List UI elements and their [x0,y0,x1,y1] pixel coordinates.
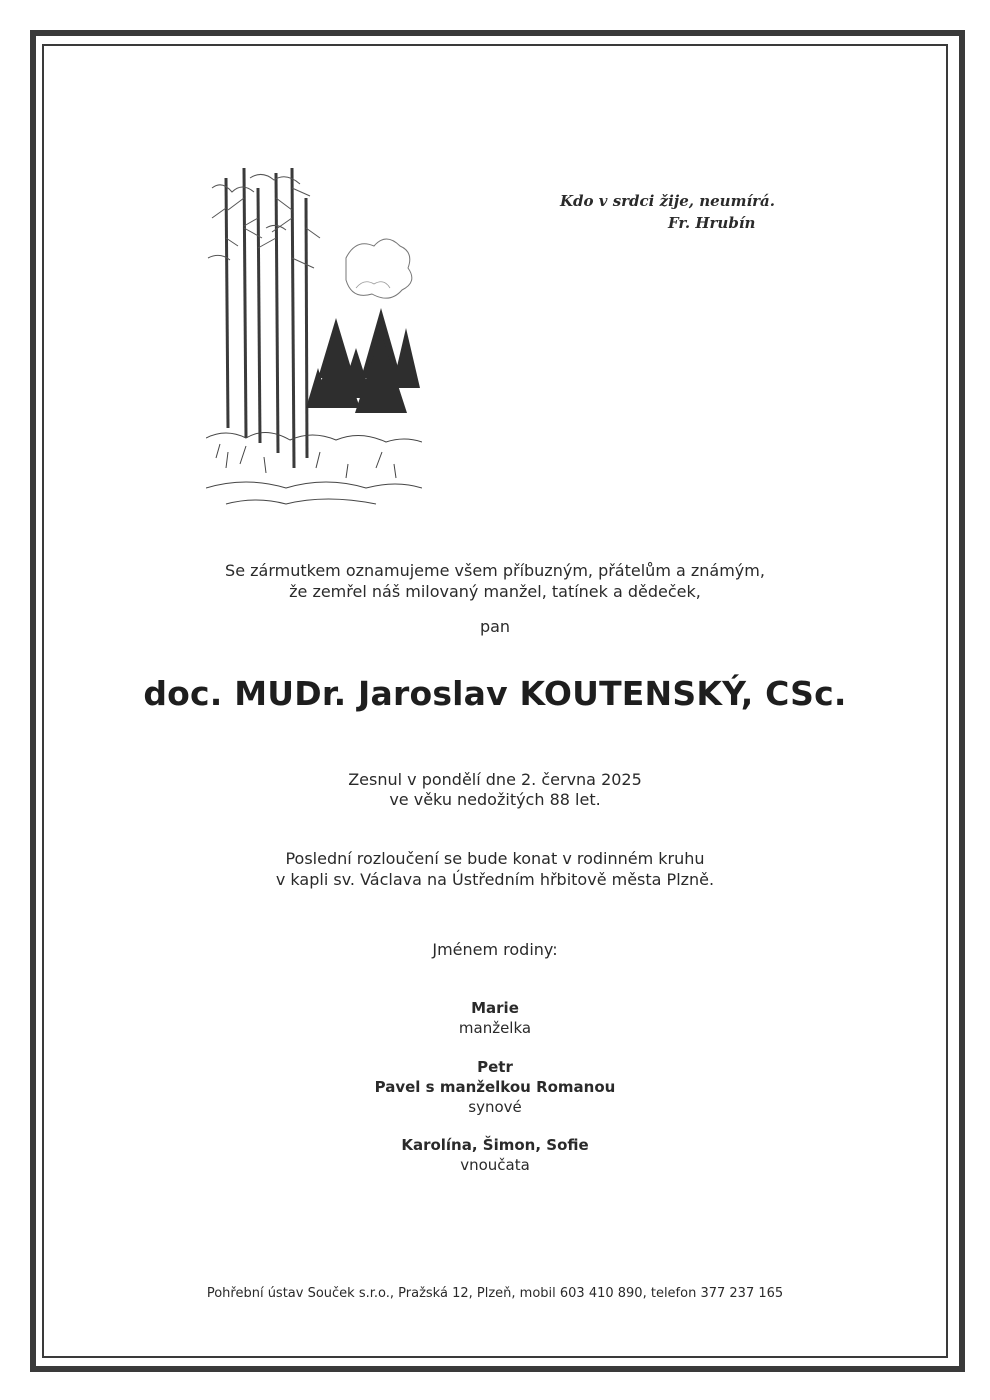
motto-author: Fr. Hrubín [668,214,756,232]
funeral-line-2: v kapli sv. Václava na Ústředním hřbitově města Plzně. [275,870,715,889]
honorific: pan [479,617,511,636]
family-group-spouse [0,998,990,1038]
death-date: Zesnul v pondělí dne 2. června 2025 [348,770,642,789]
death-age: ve věku nedožitých 88 let. [389,790,601,809]
funeral-info [0,848,990,890]
announcement-line-2: že zemřel náš milovaný manžel, tatínek a dědeček, [289,582,701,601]
forest-drawing-icon [206,168,422,508]
family-intro: Jménem rodiny: [432,940,558,959]
family-member-name: Karolína, Šimon, Sofie [401,1136,589,1154]
funeral-home-footer: Pohřební ústav Souček s.r.o., Pražská 12, Plzeň, mobil 603 410 890, telefon 377 237 165 [206,1286,784,1301]
motto [560,190,790,234]
family-relation: vnoučata [460,1156,530,1174]
family-member-name: Marie [471,999,519,1017]
announcement [0,560,990,602]
family-group-sons [0,1057,990,1117]
announcement-line-1: Se zármutkem oznamujeme všem příbuzným, přátelům a známým, [225,561,765,580]
family-member-name: Petr [477,1058,513,1076]
family-relation: manželka [458,1019,532,1037]
funeral-line-1: Poslední rozloučení se bude konat v rodinném kruhu [285,849,705,868]
family-group-grandchildren [0,1135,990,1175]
family-member-name: Pavel s manželkou Romanou [374,1078,616,1096]
deceased-name: doc. MUDr. Jaroslav KOUTENSKÝ, CSc. [143,674,847,713]
motto-quote: Kdo v srdci žije, neumírá. [560,192,775,210]
death-info [0,770,990,810]
family-relation: synové [468,1098,522,1116]
